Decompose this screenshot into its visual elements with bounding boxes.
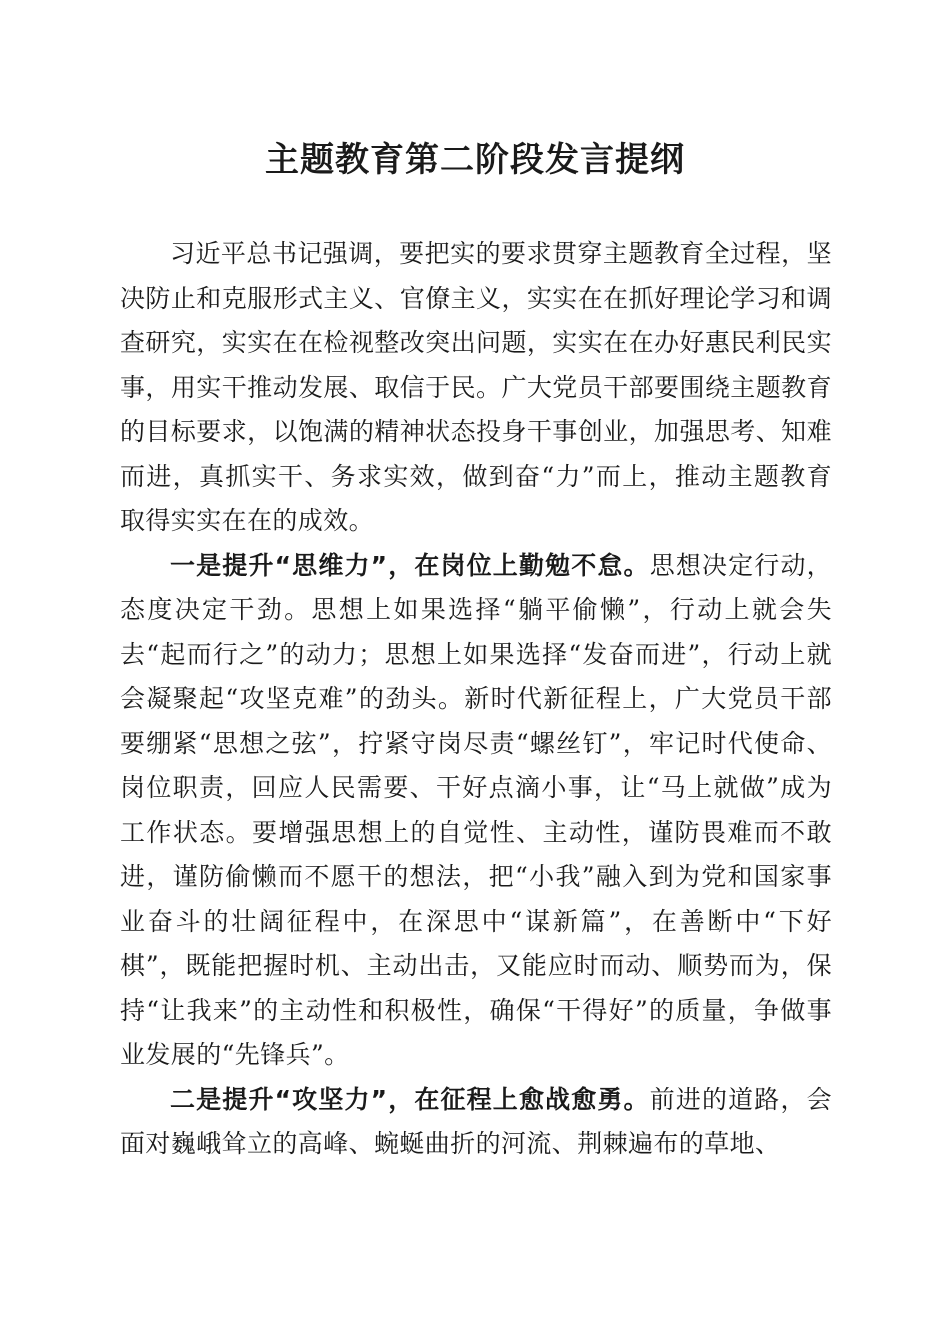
paragraph-text: 思想决定行动，态度决定干劲。思想上如果选择“躺平偷懒”，行动上就会失去“起而行之”的动力；思想上如果选择“发奋而进”，行动上就会凝聚起“攻坚克难”的劲头。新时代新征程上，广大党员干部要绷紧“思想之弦”，拧紧守岗尽责“螺丝钉”，牢记时代使命、岗位职责，回应人民需要、干好点滴小事，让“马上就做”成为工作状态。要增强思想上的自觉性、主动性，谨防畏难而不敢进，谨防偷懒而不愿干的想法，把“小我”融入到为党和国家事业奋斗的壮阔征程中，在深思中“谋新篇”，在善断中“下好棋”，既能把握时机、主动出击，又能应时而动、顺势而为，保持“让我来”的主动性和积极性，确保“干得好”的质量，争做事业发展的“先锋兵”。 (120, 550, 832, 1069)
paragraph-text: 习近平总书记强调，要把实的要求贯穿主题教育全过程，坚决防止和克服形式主义、官僚主义，实实在在抓好理论学习和调查研究，实实在在检视整改突出问题，实实在在办好惠民利民实事，用实干推动发展、取信于民。广大党员干部要围绕主题教育的目标要求，以饱满的精神状态投身干事创业，加强思考、知难而进，真抓实干、务求实效，做到奋“力”而上，推动主题教育取得实实在在的成效。 (120, 239, 832, 535)
paragraph-intro (120, 232, 832, 544)
document-body (120, 232, 832, 1167)
paragraph-point-one (120, 544, 832, 1078)
paragraph-lead: 一是提升“思维力”，在岗位上勤勉不怠。 (170, 550, 650, 580)
paragraph-text: 前进的道路，会面对巍峨耸立的高峰、蜿蜒曲折的河流、荆棘遍布的草地、 (120, 1084, 832, 1158)
paragraph-lead: 二是提升“攻坚力”，在征程上愈战愈勇。 (170, 1084, 650, 1114)
paragraph-point-two (120, 1078, 832, 1167)
document-title: 主题教育第二阶段发言提纲 (265, 140, 685, 180)
